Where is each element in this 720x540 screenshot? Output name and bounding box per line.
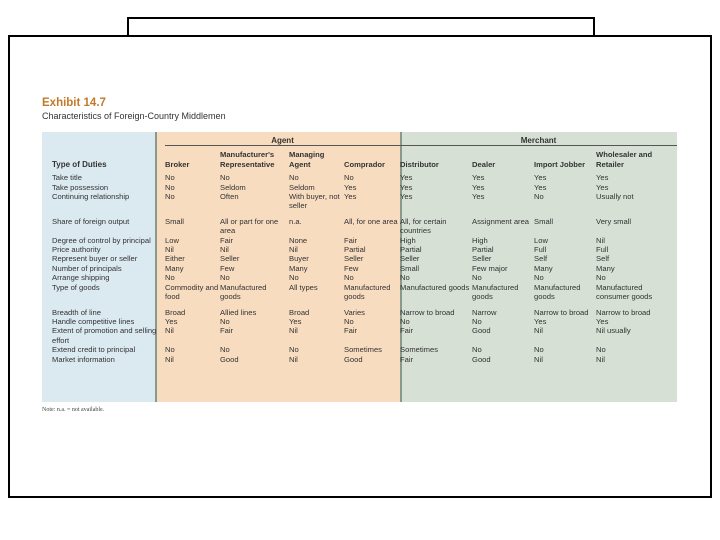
table-cell: Seller	[472, 254, 492, 264]
table-cell: Few	[344, 263, 359, 273]
table-cell: Broad	[289, 307, 310, 317]
table-cell: Yes	[596, 173, 609, 183]
table-row	[42, 192, 677, 211]
table-cell: Yes	[472, 182, 485, 192]
table-cell: Yes	[472, 192, 485, 202]
table-cell: Partial	[400, 245, 422, 255]
table-cell: Yes	[400, 192, 413, 202]
table-row	[42, 183, 677, 192]
table-cell: Self	[596, 254, 610, 264]
table-cell: No	[472, 345, 482, 355]
table-cell: Yes	[400, 173, 413, 183]
table-cell: Few	[220, 263, 235, 273]
table-cell: Narrow to broad	[596, 307, 651, 317]
table-cell: Small	[165, 216, 184, 226]
table-cell: Nil usually	[596, 326, 631, 336]
table-cell: High	[400, 235, 416, 245]
row-label: Number of principals	[52, 263, 122, 273]
column-header-manufacturers-representative: Manufacturer's Representative	[220, 150, 275, 169]
row-label: Share of foreign output	[52, 216, 130, 226]
table-cell: Good	[220, 354, 239, 364]
table-row	[42, 283, 677, 302]
table-cell: Narrow to broad	[400, 307, 455, 317]
table-cell: Many	[289, 263, 308, 273]
table-cell: All types	[289, 282, 318, 292]
column-header-broker: Broker	[165, 159, 190, 169]
table-cell: Manufactured goods	[472, 282, 519, 302]
table-cell: Nil	[289, 245, 298, 255]
table-cell: Manufactured goods	[400, 282, 470, 292]
row-label: Take title	[52, 173, 82, 183]
table-cell: Partial	[472, 245, 494, 255]
table-cell: Low	[165, 235, 179, 245]
table-body	[42, 173, 677, 364]
column-header-managing-agent: Managing Agent	[289, 150, 325, 169]
table-note: Note: n.a. = not available.	[42, 407, 105, 413]
column-header-distributor: Distributor	[400, 159, 439, 169]
table-cell: Manufactured goods	[220, 282, 267, 302]
table-cell: Seller	[344, 254, 364, 264]
table-cell: Yes	[289, 316, 302, 326]
table-row	[42, 236, 677, 245]
table-cell: No	[534, 345, 544, 355]
table-cell: Varies	[344, 307, 365, 317]
middlemen-table	[42, 132, 677, 364]
table-cell: Good	[472, 354, 491, 364]
table-cell: No	[289, 273, 299, 283]
table-row	[42, 245, 677, 254]
table-cell: Manufactured goods	[344, 282, 391, 302]
table-cell: Yes	[472, 173, 485, 183]
table-cell: Nil	[289, 326, 298, 336]
row-label: Extend credit to principal	[52, 345, 136, 355]
table-cell: No	[220, 273, 230, 283]
table-cell: Yes	[534, 173, 547, 183]
table-cell: All, for certain countries	[400, 216, 447, 236]
table-cell: Seller	[220, 254, 240, 264]
table-cell: Good	[344, 354, 363, 364]
table-cell: Usually not	[596, 192, 634, 202]
table-cell: Few major	[472, 263, 508, 273]
table-cell: No	[400, 273, 410, 283]
table-cell: Many	[165, 263, 184, 273]
table-cell: Many	[534, 263, 553, 273]
table-cell: Very small	[596, 216, 632, 226]
table-cell: No	[165, 173, 175, 183]
table-cell: Manufactured consumer goods	[596, 282, 653, 302]
table-cell: All or part for one area	[220, 216, 279, 236]
table-cell: No	[400, 316, 410, 326]
table-cell: No	[220, 316, 230, 326]
table-cell: Either	[165, 254, 185, 264]
table-cell: No	[534, 192, 544, 202]
table-cell: Nil	[220, 245, 229, 255]
exhibit-caption: Characteristics of Foreign-Country Middlemen	[42, 111, 226, 121]
table-cell: No	[289, 173, 299, 183]
row-label: Arrange shipping	[52, 273, 110, 283]
table-cell: No	[344, 316, 354, 326]
table-cell: High	[472, 235, 488, 245]
table-cell: Small	[534, 216, 554, 226]
table-cell: Yes	[400, 182, 413, 192]
table-cell: Many	[596, 263, 615, 273]
row-label: Represent buyer or seller	[52, 254, 138, 264]
table-cell: Nil	[534, 326, 543, 336]
table-cell: None	[289, 235, 308, 245]
table-cell: Nil	[596, 235, 605, 245]
table-cell: No	[220, 173, 230, 183]
table-cell: Nil	[165, 354, 174, 364]
column-header-import-jobber: Import Jobber	[534, 159, 586, 169]
table-row	[42, 273, 677, 282]
table-cell: Yes	[534, 182, 547, 192]
table-row	[42, 254, 677, 263]
table-cell: Nil	[165, 326, 174, 336]
table-cell: Nil	[165, 245, 174, 255]
table-cell: Yes	[344, 182, 357, 192]
table-cell: Partial	[344, 245, 366, 255]
table-cell: Seldom	[220, 182, 246, 192]
table-cell: Yes	[534, 316, 547, 326]
group-header-merchant: Merchant	[520, 136, 557, 145]
table-cell: Fair	[400, 354, 414, 364]
table-row	[42, 326, 677, 345]
table-cell: No	[534, 273, 544, 283]
table-cell: Narrow to broad	[534, 307, 589, 317]
table-cell: Yes	[165, 316, 178, 326]
table-cell: Often	[220, 192, 239, 202]
table-row	[42, 173, 677, 182]
table-cell: Full	[534, 245, 547, 255]
exhibit-number: Exhibit 14.7	[42, 97, 106, 109]
row-label: Continuing relationship	[52, 192, 130, 202]
table-cell: Good	[472, 326, 491, 336]
table-cell: Allied lines	[220, 307, 257, 317]
table-cell: No	[165, 192, 175, 202]
row-label: Extent of promotion and selling effort	[52, 326, 157, 345]
middlemen-table-panel	[42, 132, 677, 402]
table-cell: Yes	[596, 316, 609, 326]
table-cell: Seldom	[289, 182, 315, 192]
header-spacer	[42, 132, 165, 146]
column-header-comprador: Comprador	[344, 159, 385, 169]
table-cell: Nil	[289, 354, 298, 364]
table-cell: Yes	[596, 182, 609, 192]
row-label: Degree of control by principal	[52, 235, 151, 245]
table-cell: Broad	[165, 307, 186, 317]
table-cell: Assignment area	[472, 216, 530, 226]
table-cell: Fair	[400, 326, 414, 336]
row-label: Breadth of line	[52, 307, 101, 317]
row-label: Take possession	[52, 182, 109, 192]
column-header-dealer: Dealer	[472, 159, 496, 169]
column-header-wholesaler-retailer: Wholesaler and Retailer	[596, 150, 653, 169]
table-row	[42, 308, 677, 317]
table-cell: No	[344, 273, 354, 283]
row-label: Handle competitive lines	[52, 316, 135, 326]
table-cell: Self	[534, 254, 548, 264]
table-cell: Fair	[220, 235, 234, 245]
table-cell: Fair	[344, 235, 358, 245]
table-cell: No	[596, 273, 606, 283]
table-cell: No	[596, 345, 606, 355]
table-cell: Manufactured goods	[534, 282, 581, 302]
table-row	[42, 355, 677, 364]
table-cell: Commodity and food	[165, 282, 219, 302]
table-row	[42, 345, 677, 354]
group-header-agent: Agent	[271, 136, 294, 145]
table-cell: No	[472, 316, 482, 326]
table-cell: No	[165, 182, 175, 192]
table-row	[42, 264, 677, 273]
table-cell: Low	[534, 235, 548, 245]
table-cell: With buyer, not seller	[289, 192, 340, 211]
table-cell: Yes	[344, 192, 357, 202]
table-row	[42, 317, 677, 326]
table-cell: Fair	[220, 326, 234, 336]
table-cell: No	[165, 345, 175, 355]
table-cell: n.a.	[289, 216, 302, 226]
table-cell: All, for one area	[344, 216, 398, 226]
table-cell: Sometimes	[344, 345, 382, 355]
table-cell: No	[289, 345, 299, 355]
table-cell: Buyer	[289, 254, 309, 264]
exhibit-header	[42, 97, 680, 122]
table-cell: Sometimes	[400, 345, 439, 355]
table-cell: Nil	[534, 354, 543, 364]
table-cell: Full	[596, 245, 609, 255]
table-cell: Seller	[400, 254, 420, 264]
row-label: Market information	[52, 354, 115, 364]
table-cell: Narrow	[472, 307, 497, 317]
table-cell: Fair	[344, 326, 358, 336]
table-cell: No	[472, 273, 482, 283]
table-cell: Nil	[596, 354, 605, 364]
table-cell: No	[220, 345, 230, 355]
table-row	[42, 217, 677, 236]
row-label: Price authority	[52, 245, 101, 255]
row-label: Type of goods	[52, 282, 100, 292]
table-cell: Small	[400, 263, 420, 273]
table-cell: No	[344, 173, 354, 183]
table-cell: No	[165, 273, 175, 283]
column-header-type: Type of Duties	[52, 159, 107, 169]
